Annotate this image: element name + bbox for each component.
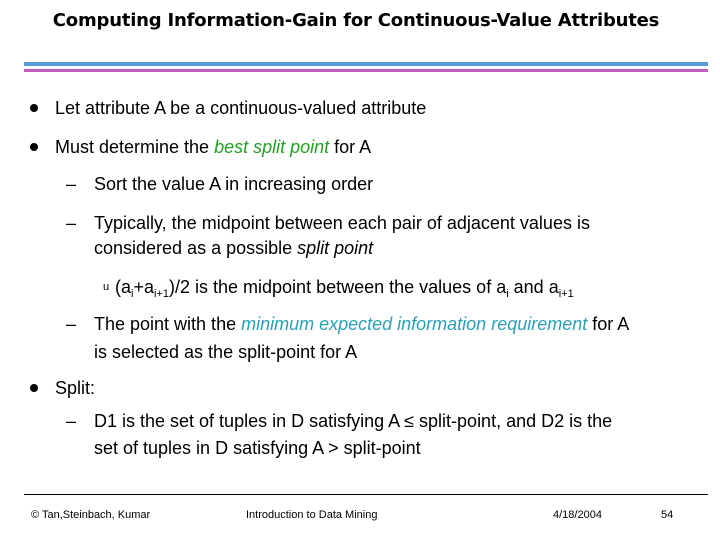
formula-part-2: +a (133, 277, 154, 297)
sub-bullet-3-line-1 (94, 313, 629, 335)
midpoint-formula (115, 276, 574, 305)
dash-marker: – (66, 174, 77, 194)
footer-divider (24, 494, 708, 495)
sub-bullet-2-line-2 (94, 237, 373, 259)
sub-bullet-4-line-2: set of tuples in D satisfying A > split-point (94, 438, 421, 458)
formula-sub-3: i (506, 288, 509, 300)
dash-marker: – (66, 411, 77, 431)
sub-bullet-1: Sort the value A in increasing order (94, 174, 374, 194)
footer-authors: © Tan,Steinbach, Kumar (31, 509, 151, 521)
sub-bullet-2-text: considered as a possible (94, 238, 298, 258)
bullet-dot-icon (30, 384, 38, 392)
dash-marker: – (66, 314, 77, 334)
sub-bullet-3-suffix: for A (587, 314, 630, 334)
formula-part-4: and a (508, 277, 559, 297)
diamond-bullet-icon: u (103, 281, 110, 293)
dash-marker: – (66, 213, 77, 233)
best-split-point-emphasis: best split point (214, 137, 330, 157)
bullet-2-suffix: for A (329, 137, 372, 157)
bullet-3: Split: (55, 378, 96, 398)
formula-sub-2: i+1 (154, 288, 169, 300)
footer-date: 4/18/2004 (553, 509, 602, 521)
formula-sub-1: i (131, 288, 134, 300)
formula-part-3: )/2 is the midpoint between the values of a (169, 277, 507, 297)
formula-part-1: (a (115, 277, 132, 297)
min-expected-info-emphasis: minimum expected information requirement (241, 314, 588, 334)
bullet-2 (55, 136, 371, 158)
sub-bullet-4-line-1: D1 is the set of tuples in D satisfying A ≤ split-point, and D2 is the (94, 411, 613, 431)
footer-page-number: 54 (661, 509, 674, 521)
title-rule-purple (24, 69, 708, 72)
slide-title: Computing Information-Gain for Continuous-Value Attributes (52, 10, 660, 31)
bullet-2-text: Must determine the (55, 137, 215, 157)
footer-book-title: Introduction to Data Mining (246, 509, 378, 521)
title-rule-blue (24, 62, 708, 66)
split-point-emphasis: split point (297, 238, 374, 258)
sub-bullet-2-line-1: Typically, the midpoint between each pair of adjacent values is (94, 213, 590, 233)
sub-bullet-3-line-2: is selected as the split-point for A (94, 342, 358, 362)
bullet-dot-icon (30, 143, 38, 151)
formula-sub-4: i+1 (558, 288, 574, 300)
sub-bullet-3-text: The point with the (94, 314, 242, 334)
bullet-dot-icon (30, 104, 38, 112)
bullet-1: Let attribute A be a continuous-valued attribute (55, 98, 427, 118)
